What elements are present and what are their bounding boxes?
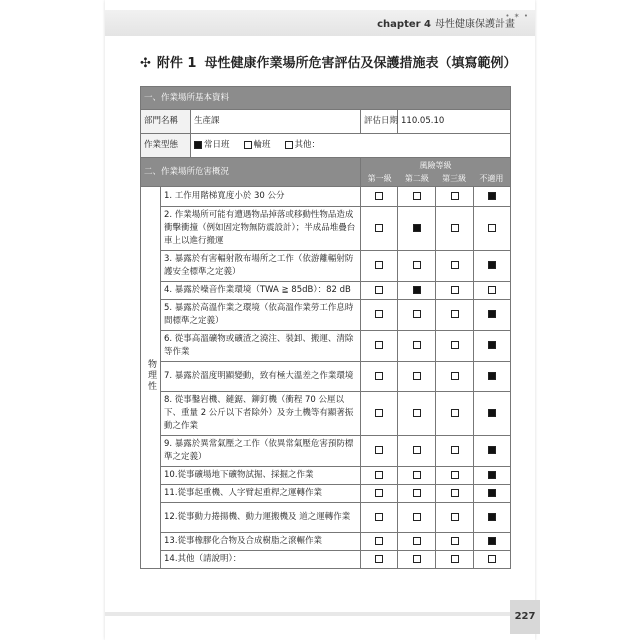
risk-level-column-header: 第一級 [367, 174, 392, 183]
risk-level-cell [436, 300, 474, 331]
hazard-row [141, 282, 511, 300]
hazard-row [141, 187, 511, 207]
risk-level-column-header: 不適用 [479, 174, 504, 183]
dept-row [141, 110, 511, 134]
risk-level-column-header: 第二級 [404, 174, 429, 183]
risk-level-cell [474, 392, 511, 436]
hazard-item-text: 10.從事礦場地下礦物試掘、採掘之作業 [161, 467, 361, 485]
risk-level-cell [398, 551, 436, 569]
risk-level-cell [474, 533, 511, 551]
flower-bullet-icon: ✣ [140, 56, 151, 71]
hazard-item-text: 8. 從事鑿岩機、鏈鋸、鉚釘機（衝程 70 公厘以下、重量 2 公斤以下者除外）及夯土機等有顯著振動之作業 [161, 392, 361, 436]
checked-box-icon[interactable] [488, 513, 496, 521]
hazard-item-text: 2. 作業場所可能有遭遇物品掉落或移動性物品造成衝擊衝撞（例如固定物無防震設計）；半成品堆疊台車上以進行搬運 [161, 207, 361, 251]
empty-checkbox-icon[interactable] [488, 286, 496, 294]
empty-checkbox-icon[interactable] [413, 372, 421, 380]
risk-level-cell [361, 282, 398, 300]
chapter-label [377, 15, 515, 30]
risk-level-cell [474, 251, 511, 282]
dept-label: 部門名稱 [141, 110, 191, 134]
empty-checkbox-icon[interactable] [375, 341, 383, 349]
checked-box-icon[interactable] [488, 372, 496, 380]
header-band [105, 10, 535, 36]
empty-checkbox-icon[interactable] [413, 555, 421, 563]
empty-checkbox-icon[interactable] [451, 489, 459, 497]
empty-checkbox-icon[interactable] [451, 286, 459, 294]
empty-checkbox-icon[interactable] [375, 310, 383, 318]
empty-checkbox-icon[interactable] [375, 372, 383, 380]
bottom-band [105, 612, 515, 616]
empty-checkbox-icon[interactable] [413, 446, 421, 454]
hazard-item-text: 5. 暴露於高溫作業之環境（依高溫作業勞工作息時間標準之定義） [161, 300, 361, 331]
risk-level-cell [398, 331, 436, 362]
risk-level-cell [398, 436, 436, 467]
risk-level-cell [474, 551, 511, 569]
hazard-row [141, 436, 511, 467]
category-label: 物理性 [146, 358, 156, 392]
hazard-row [141, 533, 511, 551]
risk-level-cell [436, 187, 474, 207]
checked-box-icon[interactable] [488, 310, 496, 318]
empty-checkbox-icon[interactable] [451, 224, 459, 232]
empty-checkbox-icon[interactable] [375, 224, 383, 232]
hazard-item-text: 11.從事起重機、人字臂起重桿之運轉作業 [161, 485, 361, 503]
hazard-row [141, 392, 511, 436]
work-type-options [191, 134, 511, 158]
empty-checkbox-icon[interactable] [413, 261, 421, 269]
risk-level-cell [398, 251, 436, 282]
risk-level-cell [398, 207, 436, 251]
work-type-row [141, 134, 511, 158]
empty-checkbox-icon[interactable] [375, 446, 383, 454]
work-type-option-label: 輪班 [253, 140, 271, 150]
checked-box-icon[interactable] [194, 141, 202, 149]
work-type-option-label: 其他： [294, 140, 321, 150]
risk-level-cell [398, 300, 436, 331]
risk-level-cell [361, 251, 398, 282]
risk-level-cell [398, 503, 436, 533]
chapter-number: chapter 4 [377, 19, 431, 30]
risk-level-cell [474, 503, 511, 533]
checked-box-icon[interactable] [413, 224, 421, 232]
risk-level-cell [474, 331, 511, 362]
hazard-row [141, 503, 511, 533]
hazard-row [141, 207, 511, 251]
empty-checkbox-icon[interactable] [451, 537, 459, 545]
hazard-row [141, 551, 511, 569]
risk-level-cell [361, 551, 398, 569]
risk-level-cell [474, 362, 511, 392]
empty-checkbox-icon[interactable] [451, 513, 459, 521]
risk-level-cell [474, 485, 511, 503]
hazard-item-text: 6. 從事高溫礦物或礦渣之澆注、裝卸、搬運、清除等作業 [161, 331, 361, 362]
work-type-option[interactable] [244, 140, 271, 150]
empty-checkbox-icon[interactable] [375, 471, 383, 479]
appendix-label: 附件 1 [156, 56, 197, 71]
dept-value[interactable]: 生產課 [191, 110, 361, 134]
empty-checkbox-icon[interactable] [488, 224, 496, 232]
empty-checkbox-icon[interactable] [451, 310, 459, 318]
risk-level-cell [436, 551, 474, 569]
decoration-stars-icon: • ✶ • [505, 12, 529, 20]
category-cell [141, 187, 161, 569]
empty-checkbox-icon[interactable] [244, 141, 252, 149]
risk-level-cell [436, 533, 474, 551]
work-type-option[interactable] [285, 140, 321, 150]
risk-level-title: 風險等級 [419, 161, 452, 170]
hazard-item-text: 4. 暴露於噪音作業環境（TWA ≧ 85dB）：82 dB [161, 282, 361, 300]
risk-level-cell [474, 187, 511, 207]
checked-box-icon[interactable] [488, 261, 496, 269]
basic-section-row [141, 87, 511, 110]
hazard-row [141, 485, 511, 503]
empty-checkbox-icon[interactable] [451, 341, 459, 349]
risk-level-cell [398, 282, 436, 300]
work-type-option-label: 常日班 [204, 140, 230, 150]
checked-box-icon[interactable] [488, 446, 496, 454]
risk-level-cell [436, 207, 474, 251]
risk-level-cell [361, 503, 398, 533]
empty-checkbox-icon[interactable] [488, 555, 496, 563]
basic-section-title: 一、作業場所基本資料 [141, 87, 511, 110]
checked-box-icon[interactable] [488, 341, 496, 349]
checked-box-icon[interactable] [488, 409, 496, 417]
empty-checkbox-icon[interactable] [451, 372, 459, 380]
hazard-item-text: 1. 工作用階梯寬度小於 30 公分 [161, 187, 361, 207]
risk-level-cell [361, 207, 398, 251]
empty-checkbox-icon[interactable] [413, 341, 421, 349]
title-text: 母性健康作業場所危害評估及保護措施表（填寫範例） [204, 56, 517, 71]
risk-level-cell [474, 207, 511, 251]
empty-checkbox-icon[interactable] [451, 471, 459, 479]
hazard-item-text: 14.其他（請說明）： [161, 551, 361, 569]
hazard-section-row [141, 158, 511, 187]
risk-level-cell [361, 300, 398, 331]
risk-level-cell [361, 362, 398, 392]
risk-level-cell [436, 331, 474, 362]
risk-level-header [361, 158, 511, 187]
empty-checkbox-icon[interactable] [413, 192, 421, 200]
hazard-section-title: 二、作業場所危害概況 [141, 158, 361, 187]
empty-checkbox-icon[interactable] [375, 489, 383, 497]
page-title [140, 52, 517, 71]
risk-level-cell [398, 485, 436, 503]
risk-level-cell [398, 187, 436, 207]
hazard-item-text: 9. 暴露於異常氣壓之工作（依異常氣壓危害預防標準之定義） [161, 436, 361, 467]
risk-level-cell [361, 533, 398, 551]
hazard-row [141, 467, 511, 485]
empty-checkbox-icon[interactable] [375, 192, 383, 200]
empty-checkbox-icon[interactable] [413, 409, 421, 417]
risk-level-cell [436, 362, 474, 392]
page-number: 227 [510, 600, 540, 634]
checked-box-icon[interactable] [488, 537, 496, 545]
empty-checkbox-icon[interactable] [375, 513, 383, 521]
empty-checkbox-icon[interactable] [451, 555, 459, 563]
hazard-item-text: 13.從事橡膠化合物及合成樹脂之滾輾作業 [161, 533, 361, 551]
empty-checkbox-icon[interactable] [451, 261, 459, 269]
empty-checkbox-icon[interactable] [285, 141, 293, 149]
hazard-item-text: 3. 暴露於有害輻射散布場所之工作（依游離輻射防護安全標準之定義） [161, 251, 361, 282]
risk-level-cell [436, 282, 474, 300]
empty-checkbox-icon[interactable] [413, 537, 421, 545]
empty-checkbox-icon[interactable] [413, 489, 421, 497]
empty-checkbox-icon[interactable] [375, 555, 383, 563]
empty-checkbox-icon[interactable] [413, 513, 421, 521]
risk-level-cell [436, 485, 474, 503]
checked-box-icon[interactable] [488, 489, 496, 497]
checked-box-icon[interactable] [488, 192, 496, 200]
risk-level-cell [361, 392, 398, 436]
checked-box-icon[interactable] [488, 471, 496, 479]
hazard-row [141, 331, 511, 362]
risk-level-cell [474, 282, 511, 300]
checked-box-icon[interactable] [413, 286, 421, 294]
risk-level-cell [436, 436, 474, 467]
risk-level-cell [398, 392, 436, 436]
date-value[interactable]: 110.05.10 [398, 110, 511, 134]
risk-level-column-header: 第三級 [442, 174, 467, 183]
empty-checkbox-icon[interactable] [375, 537, 383, 545]
risk-level-cell [398, 362, 436, 392]
empty-checkbox-icon[interactable] [375, 286, 383, 294]
risk-level-cell [436, 467, 474, 485]
empty-checkbox-icon[interactable] [375, 409, 383, 417]
date-label: 評估日期 [361, 110, 398, 134]
risk-level-columns [361, 172, 510, 185]
empty-checkbox-icon[interactable] [413, 310, 421, 318]
empty-checkbox-icon[interactable] [451, 409, 459, 417]
empty-checkbox-icon[interactable] [375, 261, 383, 269]
work-type-option[interactable] [194, 140, 230, 150]
risk-level-cell [361, 187, 398, 207]
hazard-row [141, 362, 511, 392]
risk-level-cell [398, 533, 436, 551]
hazard-item-text: 12.從事動力捲揚機、動力運搬機及 道之運轉作業 [161, 503, 361, 533]
risk-level-cell [436, 251, 474, 282]
hazard-item-text: 7. 暴露於溫度明顯變動，致有極大溫差之作業環境 [161, 362, 361, 392]
hazard-row [141, 251, 511, 282]
hazard-assessment-table [140, 86, 511, 569]
risk-level-cell [474, 300, 511, 331]
work-type-label: 作業型態 [141, 134, 191, 158]
risk-level-cell [361, 436, 398, 467]
risk-level-cell [436, 503, 474, 533]
risk-level-cell [398, 467, 436, 485]
empty-checkbox-icon[interactable] [451, 446, 459, 454]
hazard-row [141, 300, 511, 331]
chapter-title: 母性健康保護計畫 [435, 19, 515, 30]
risk-level-cell [361, 467, 398, 485]
risk-level-cell [361, 485, 398, 503]
risk-level-cell [361, 331, 398, 362]
empty-checkbox-icon[interactable] [451, 192, 459, 200]
risk-level-cell [474, 436, 511, 467]
risk-level-cell [474, 467, 511, 485]
empty-checkbox-icon[interactable] [413, 471, 421, 479]
risk-level-cell [436, 392, 474, 436]
